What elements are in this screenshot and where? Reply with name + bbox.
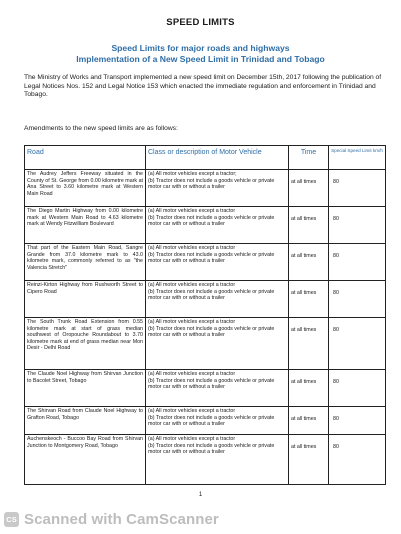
road-cell: The Claude Noel Highway from Shirvan Junction to Bacolet Street, Tobago	[25, 370, 146, 407]
time-cell: at all times	[289, 170, 329, 207]
table-row	[25, 207, 386, 244]
speed-limit-cell: 80	[329, 407, 386, 435]
speed-limit-cell: 80	[329, 170, 386, 207]
vehicle-class-a: (a) All motor vehicles except a tractor	[148, 371, 236, 377]
vehicle-class-b: (b) Tractor does not include a goods vehicle or private motor car with or without a trailer	[148, 251, 275, 264]
table-row	[25, 407, 386, 435]
time-cell: at all times	[289, 370, 329, 407]
vehicle-class-b: (b) Tractor does not include a goods vehicle or private motor car with or without a trailer	[148, 414, 275, 427]
time-cell: at all times	[289, 244, 329, 281]
speed-limit-cell: 80	[329, 207, 386, 244]
time-cell: at all times	[289, 407, 329, 435]
vehicle-class-a: (a) All motor vehicles except a tractor;	[148, 171, 237, 177]
speed-limit-cell: 80	[329, 435, 386, 485]
table-row	[25, 244, 386, 281]
vehicle-class-b: (b) Tractor does not include a goods vehicle or private motor car with or without a trailer	[148, 288, 275, 301]
table-row	[25, 370, 386, 407]
table-header-row	[25, 146, 386, 170]
vehicle-class-a: (a) All motor vehicles except a tractor	[148, 408, 236, 414]
vehicle-class-b: (b) Tractor does not include a goods vehicle or private motor car with or without a trailer	[148, 177, 275, 190]
intro-paragraph: The Ministry of Works and Transport implemented a new speed limit on December 15th, 2017 following the publication of Legal Notices Nos. 152 and Legal Notice 153 which enacted the immediate regulation and enforcement in Trinidad and Tobago.	[24, 74, 382, 99]
camscanner-watermark	[4, 508, 219, 530]
vehicle-class-cell	[146, 207, 289, 244]
table-row	[25, 281, 386, 318]
header-time: Time	[289, 146, 329, 170]
header-road: Road	[25, 146, 146, 170]
table-row	[25, 318, 386, 370]
vehicle-class-a: (a) All motor vehicles except a tractor	[148, 282, 236, 288]
header-vehicle-class: Class or description of Motor Vehicle	[146, 146, 289, 170]
speed-limit-cell: 80	[329, 281, 386, 318]
road-cell: The South Trunk Road Extension from 0.55 kilometre mark at start of grass median southwest of Oropouche Roundabout to 3.70 kilometre mark at end of grass median near Mon Desir - Delhi Road	[25, 318, 146, 370]
vehicle-class-cell	[146, 318, 289, 370]
camscanner-logo-icon: CS	[4, 512, 19, 527]
time-cell: at all times	[289, 207, 329, 244]
vehicle-class-b: (b) Tractor does not include a goods vehicle or private motor car with or without a trailer	[148, 442, 275, 455]
road-cell: That part of the Eastern Main Road, Sangre Grande from 37.0 kilometre mark to 43.0 kilometre mark, commonly referred to as "the Valencia Stretch"	[25, 244, 146, 281]
road-cell: The Audrey Jeffers Freeway situated in the County of St. George from 0.00 kilometre mark at Ana Street to 3.60 kilometre mark at Western Main Road	[25, 170, 146, 207]
vehicle-class-a: (a) All motor vehicles except a tractor	[148, 436, 236, 442]
vehicle-class-cell	[146, 281, 289, 318]
time-cell: at all times	[289, 435, 329, 485]
vehicle-class-cell	[146, 435, 289, 485]
header-speed-limit: Special Speed Limit km/h	[329, 146, 386, 170]
speed-limits-table	[24, 145, 386, 485]
vehicle-class-a: (a) All motor vehicles except a tractor	[148, 319, 236, 325]
speed-limit-cell: 80	[329, 370, 386, 407]
road-cell: The Diego Martin Highway from 0.00 kilometre mark at Western Main Road to 4.63 kilometre mark at Wendy Fitzwilliam Boulevard	[25, 207, 146, 244]
speed-limit-cell: 80	[329, 318, 386, 370]
subtitle	[0, 43, 401, 65]
page-title: SPEED LIMITS	[166, 17, 235, 28]
table-row	[25, 435, 386, 485]
vehicle-class-a: (a) All motor vehicles except a tractor	[148, 245, 236, 251]
vehicle-class-cell	[146, 170, 289, 207]
table-body	[25, 170, 386, 485]
table-row	[25, 170, 386, 207]
watermark-text: Scanned with CamScanner	[24, 510, 219, 528]
road-cell: Auchenskeoch - Buccoo Bay Road from Shirvan Junction to Montgomery Road, Tobago	[25, 435, 146, 485]
vehicle-class-b: (b) Tractor does not include a goods vehicle or private motor car with or without a trailer	[148, 214, 275, 227]
vehicle-class-cell	[146, 244, 289, 281]
time-cell: at all times	[289, 281, 329, 318]
vehicle-class-cell	[146, 407, 289, 435]
page-number: 1	[198, 492, 203, 498]
vehicle-class-b: (b) Tractor does not include a goods vehicle or private motor car with or without a trailer	[148, 325, 275, 338]
vehicle-class-a: (a) All motor vehicles except a tractor	[148, 208, 236, 214]
subtitle-line-2: Implementation of a New Speed Limit in Trinidad and Tobago	[76, 54, 325, 64]
vehicle-class-cell	[146, 370, 289, 407]
subtitle-line-1: Speed Limits for major roads and highways	[111, 43, 290, 53]
vehicle-class-b: (b) Tractor does not include a goods vehicle or private motor car with or without a trailer	[148, 377, 275, 390]
road-cell: The Shirvan Road from Claude Noel Highway to Grafton Road, Tobago	[25, 407, 146, 435]
amendments-heading: Amendments to the new speed limits are as follows:	[24, 125, 178, 132]
speed-limit-cell: 80	[329, 244, 386, 281]
time-cell: at all times	[289, 318, 329, 370]
road-cell: Reinzi-Kirton Highway from Rushworth Street to Cipero Road	[25, 281, 146, 318]
